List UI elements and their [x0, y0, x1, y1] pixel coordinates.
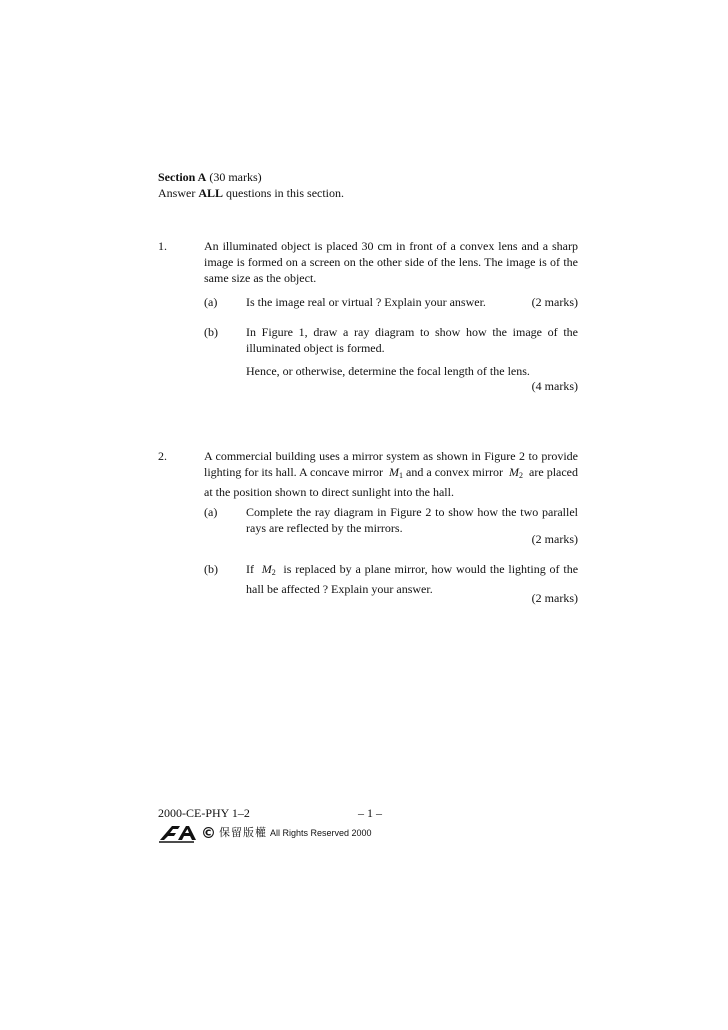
q2b-m-sub: 2 — [271, 568, 276, 577]
q2-m1: M — [389, 465, 400, 479]
instruction-prefix: Answer — [158, 186, 196, 200]
q2a-label: (a) — [204, 505, 218, 519]
instruction-bold: ALL — [198, 186, 224, 200]
q2-m2: M — [509, 465, 520, 479]
q1-number: 1. — [158, 239, 167, 253]
q1a-text: Is the image real or virtual ? Explain your answer. — [246, 295, 486, 309]
q1b-text2: Hence, or otherwise, determine the focal length of the lens. — [246, 364, 530, 378]
section-heading — [158, 170, 262, 184]
q2-m1-sub: 1 — [399, 471, 404, 480]
q2-stem-part2: and a convex mirror — [406, 465, 504, 479]
q2b-text-part2: is replaced by a plane mirror, how would the lighting of the hall be affected ? Explain your answer. — [246, 562, 579, 596]
q1a-marks: (2 marks) — [531, 295, 578, 309]
section-marks: (30 marks) — [209, 170, 262, 184]
footer-page-number: – 1 – — [358, 806, 382, 820]
q2-m2-sub: 2 — [519, 471, 524, 480]
q2b-text — [246, 561, 578, 597]
q2a-marks: (2 marks) — [531, 532, 578, 546]
copyright-chinese: 保留版權 — [219, 826, 267, 839]
q2-number: 2. — [158, 449, 167, 463]
copyright-symbol: © — [201, 824, 216, 842]
q2b-m: M — [261, 562, 272, 576]
q2a-text: Complete the ray diagram in Figure 2 to show how the two parallel rays are reflected by the mirrors. — [246, 505, 578, 535]
instruction-suffix: questions in this section. — [226, 186, 345, 200]
footer-code: 2000-CE-PHY 1–2 — [158, 806, 250, 820]
q1b-text: In Figure 1, draw a ray diagram to show how the image of the illuminated object is formed. — [246, 325, 578, 355]
q1a-label: (a) — [204, 295, 218, 309]
q2-stem-part3: are placed at the position shown to direct sunlight into the hall. — [204, 465, 579, 499]
q2-stem — [204, 448, 578, 500]
q1b-label: (b) — [204, 325, 218, 339]
q1b-marks: (4 marks) — [531, 379, 578, 393]
copyright-text: All Rights Reserved 2000 — [270, 828, 372, 838]
q2b-marks: (2 marks) — [531, 591, 578, 605]
footer-copyright-line — [158, 822, 372, 844]
q2b-label: (b) — [204, 562, 218, 576]
section-title: Section A — [158, 170, 207, 184]
q2-stem-part1: A commercial building uses a mirror system as shown in Figure 2 to provide lighting for its hall. A concave mirror — [204, 449, 578, 479]
q1-stem: An illuminated object is placed 30 cm in front of a convex lens and a sharp image is formed on a screen on the other side of the lens. The image is of the same size as the object. — [204, 239, 578, 285]
q2b-text-part1: If — [246, 562, 254, 576]
hkeaa-logo-icon — [158, 822, 198, 844]
section-instruction — [158, 186, 344, 200]
